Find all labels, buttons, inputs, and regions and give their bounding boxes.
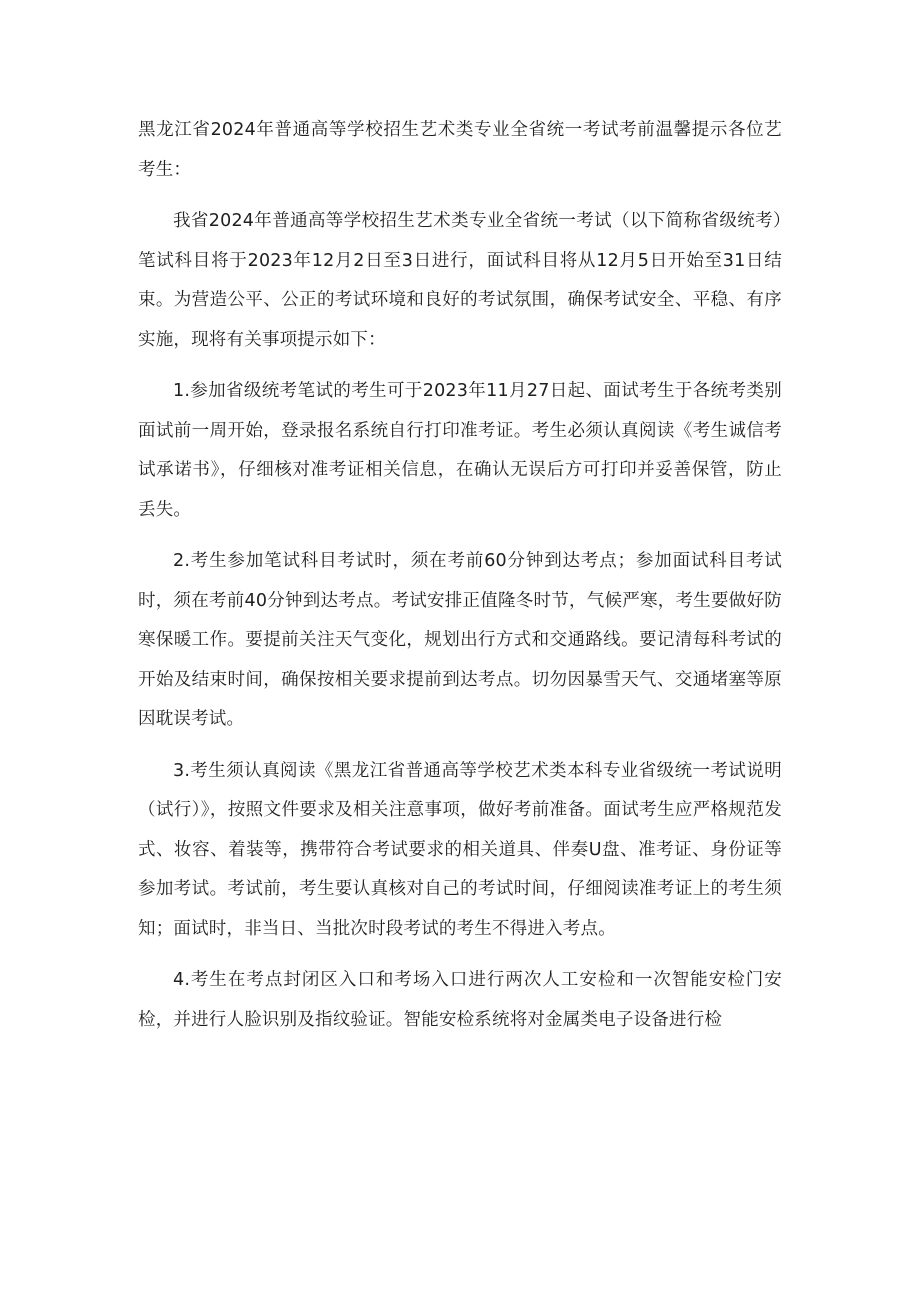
item-paragraph-3: 3.考生须认真阅读《黑龙江省普通高等学校艺术类本科专业省级统一考试说明（试行）》，按照文件要求及相关注意事项，做好考前准备。面试考生应严格规范发式、妆容、着装等，携带符合考试要求的相关道具、伴奏U盘、准考证、身份证等参加考试。考试前，考生要认真核对自己的考试时间，仔细阅读准考证上的考生须知；面试时，非当日、当批次时段考试的考生不得进入考点。 — [138, 760, 782, 939]
document-title: 黑龙江省2024年普通高等学校招生艺术类专业全省统一考试考前温馨提示各位艺考生： — [138, 120, 782, 180]
item-paragraph-1: 1.参加省级统考笔试的考生可于2023年11月27日起、面试考生于各统考类别面试前一周开始，登录报名系统自行打印准考证。考生必须认真阅读《考生诚信考试承诺书》，仔细核对准考证相关信息，在确认无误后方可打印并妥善保管，防止丢失。 — [138, 381, 782, 520]
intro-paragraph: 我省2024年普通高等学校招生艺术类专业全省统一考试（以下简称省级统考）笔试科目将于2023年12月2日至3日进行，面试科目将从12月5日开始至31日结束。为营造公平、公正的考试环境和良好的考试氛围，确保考试安全、平稳、有序实施，现将有关事项提示如下： — [138, 211, 782, 350]
item-paragraph-2: 2.考生参加笔试科目考试时，须在考前60分钟到达考点；参加面试科目考试时，须在考前40分钟到达考点。考试安排正值隆冬时节，气候严寒，考生要做好防寒保暖工作。要提前关注天气变化，规划出行方式和交通路线。要记清每科考试的开始及结束时间，确保按相关要求提前到达考点。切勿因暴雪天气、交通堵塞等原因耽误考试。 — [138, 551, 782, 729]
item-paragraph-4: 4.考生在考点封闭区入口和考场入口进行两次人工安检和一次智能安检门安检，并进行人脸识别及指纹验证。智能安检系统将对金属类电子设备进行检 — [138, 970, 782, 1030]
